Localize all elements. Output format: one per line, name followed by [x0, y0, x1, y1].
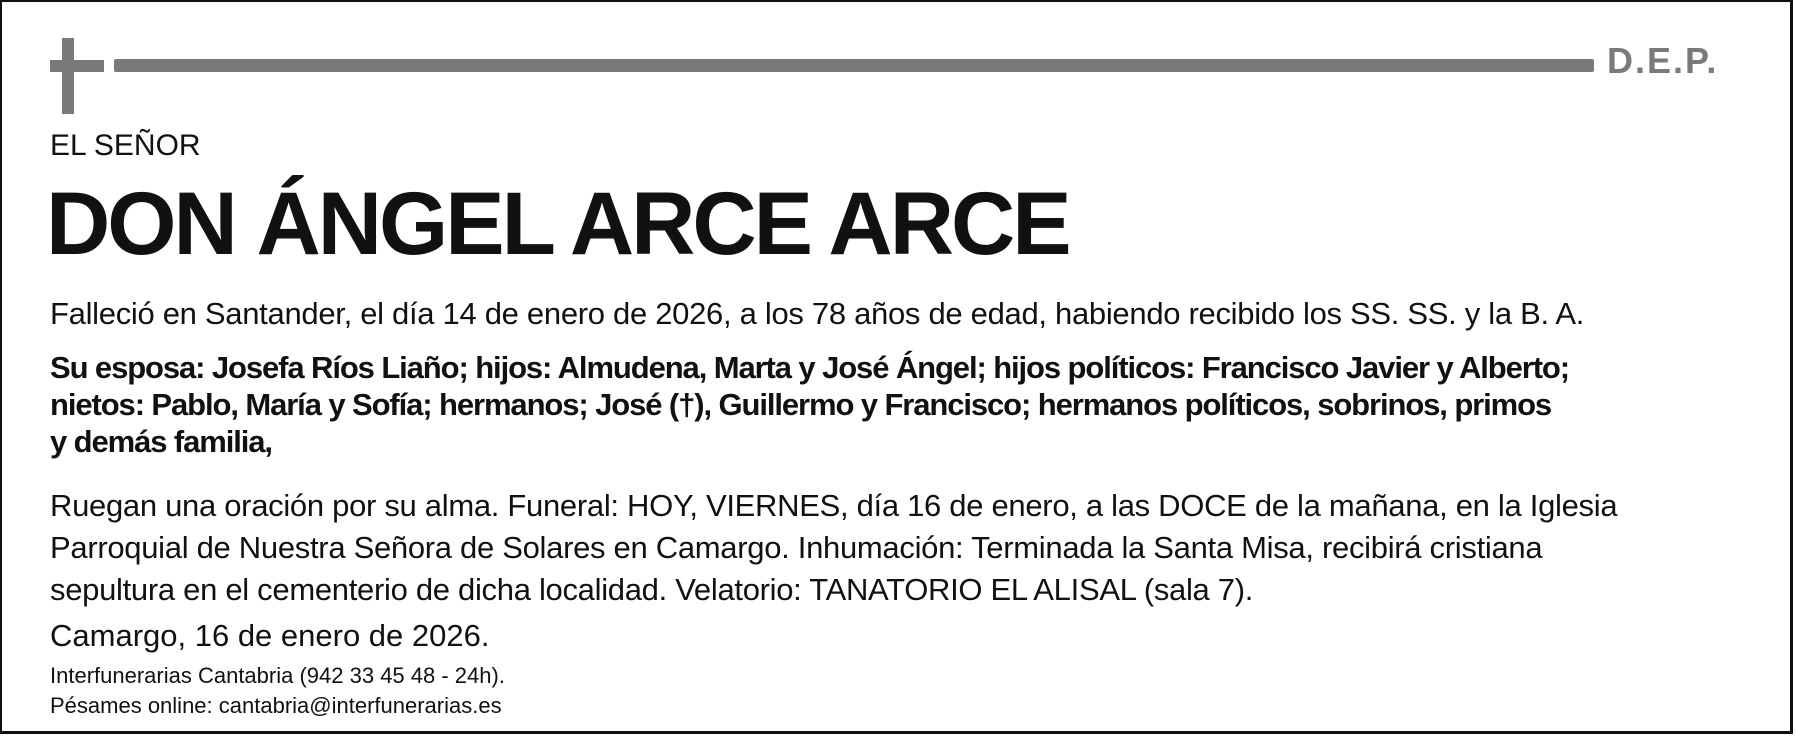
family-list	[50, 349, 1770, 460]
place-date: Camargo, 16 de enero de 2026.	[50, 618, 490, 653]
deceased-name: DON ÁNGEL ARCE ARCE	[46, 173, 1069, 273]
title-prefix: EL SEÑOR	[50, 129, 201, 162]
funeral-line: Ruegan una oración por su alma. Funeral: HOY, VIERNES, día 16 de enero, a las DOCE de la mañana, en la Iglesia	[50, 488, 1618, 523]
funeral-details	[50, 485, 1790, 611]
cross-icon	[62, 38, 74, 114]
family-line: Su esposa: Josefa Ríos Liaño; hijos: Almudena, Marta y José Ángel; hijos políticos: Francisco Javier y Alberto;	[50, 350, 1569, 385]
family-line: y demás familia,	[50, 424, 272, 459]
condolences-email: Pésames online: cantabria@interfunerarias.es	[50, 693, 502, 718]
funeral-line: sepultura en el cementerio de dicha localidad. Velatorio: TANATORIO EL ALISAL (sala 7).	[50, 572, 1254, 607]
family-line: nietos: Pablo, María y Sofía; hermanos; José (†), Guillermo y Francisco; hermanos políticos, sobrinos, primos	[50, 387, 1552, 422]
funeral-company: Interfunerarias Cantabria (942 33 45 48 - 24h).	[50, 663, 505, 688]
dep-label: D.E.P.	[1607, 40, 1719, 81]
contact-info	[50, 661, 505, 721]
funeral-line: Parroquial de Nuestra Señora de Solares en Camargo. Inhumación: Terminada la Santa Misa, recibirá cristiana	[50, 530, 1543, 565]
death-statement: Falleció en Santander, el día 14 de enero de 2026, a los 78 años de edad, habiendo recibido los SS. SS. y la B. A.	[50, 296, 1585, 331]
header-rule	[114, 59, 1594, 72]
cross-icon-bar	[50, 60, 104, 72]
